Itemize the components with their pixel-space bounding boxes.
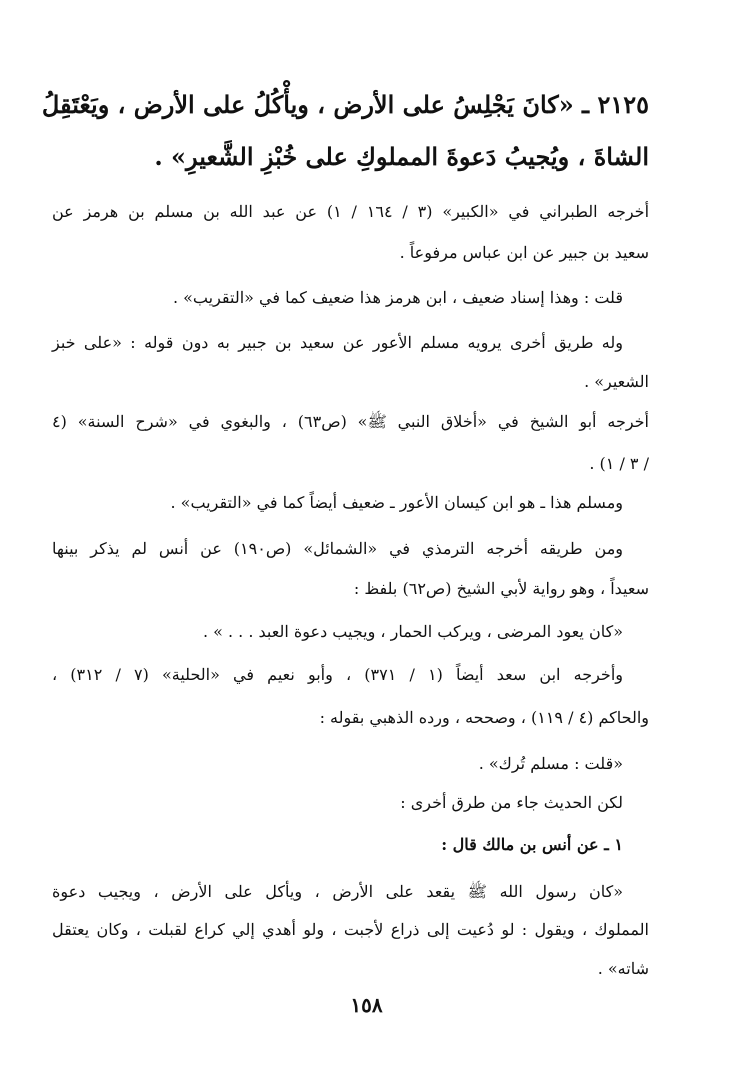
paragraph-line: أخرجه الطبراني في «الكبير» (٣ / ١٦٤ / ١) عن عبد الله بن مسلم بن هرمز عن [52, 202, 650, 221]
hadith-heading-line-1: ٢١٢٥ ـ «كانَ يَجْلِسُ على الأرض ، ويأْكُلُ على الأرض ، ويَعْتَقِلُ [41, 90, 649, 119]
page-number: ١٥٨ [350, 993, 383, 1017]
paragraph-line: ومسلم هذا ـ هو ابن كيسان الأعور ـ ضعيف أيضاً كما في «التقريب» . [170, 493, 623, 512]
quote-line: شاته» . [597, 959, 649, 978]
paragraph-line: / ٣ / ١) . [589, 454, 649, 473]
paragraph-line: وأخرجه ابن سعد أيضاً (١ / ٣٧١) ، وأبو نعيم في «الحلية» (٧ / ٣١٢) ، [52, 665, 623, 684]
paragraph-line: ومن طريقه أخرجه الترمذي في «الشمائل» (ص١٩٠) عن أنس لم يذكر بينها [52, 539, 624, 558]
paragraph-line: لكن الحديث جاء من طرق أخرى : [400, 793, 623, 812]
quote-line: «كان يعود المرضى ، ويركب الحمار ، ويجيب دعوة العبد . . . » . [202, 622, 623, 641]
subsection-heading: ١ ـ عن أنس بن مالك قال : [441, 835, 623, 854]
paragraph-line: قلت : وهذا إسناد ضعيف ، ابن هرمز هذا ضعيف كما في «التقريب» . [172, 288, 623, 307]
paragraph-line: والحاكم (٤ / ١١٩) ، وصححه ، ورده الذهبي بقوله : [319, 708, 649, 727]
quote-line: «كان رسول الله ﷺ يقعد على الأرض ، ويأكل على الأرض ، ويجيب دعوة [52, 882, 623, 901]
paragraph-line: الشعير» . [584, 372, 649, 391]
quote-line: المملوك ، ويقول : لو دُعيت إلى ذراع لأجبت ، ولو أهدي إلي كراع لقبلت ، وكان يعتقل [52, 920, 649, 939]
paragraph-line: سعيداً ، وهو رواية لأبي الشيخ (ص٦٢) بلفظ : [353, 579, 649, 598]
paragraph-line: وله طريق أخرى يرويه مسلم الأعور عن سعيد بن جبير به دون قوله : «على خبز [52, 333, 623, 352]
paragraph-line: سعيد بن جبير عن ابن عباس مرفوعاً . [399, 243, 649, 262]
hadith-heading-line-2: الشاةَ ، ويُجيبُ دَعوةَ المملوكِ على خُبْزِ الشَّعيرِ» . [154, 142, 649, 171]
paragraph-line: أخرجه أبو الشيخ في «أخلاق النبي ﷺ» (ص٦٣) ، والبغوي في «شرح السنة» (٤ [52, 412, 650, 431]
quote-line: «قلت : مسلم تُرك» . [478, 754, 623, 773]
